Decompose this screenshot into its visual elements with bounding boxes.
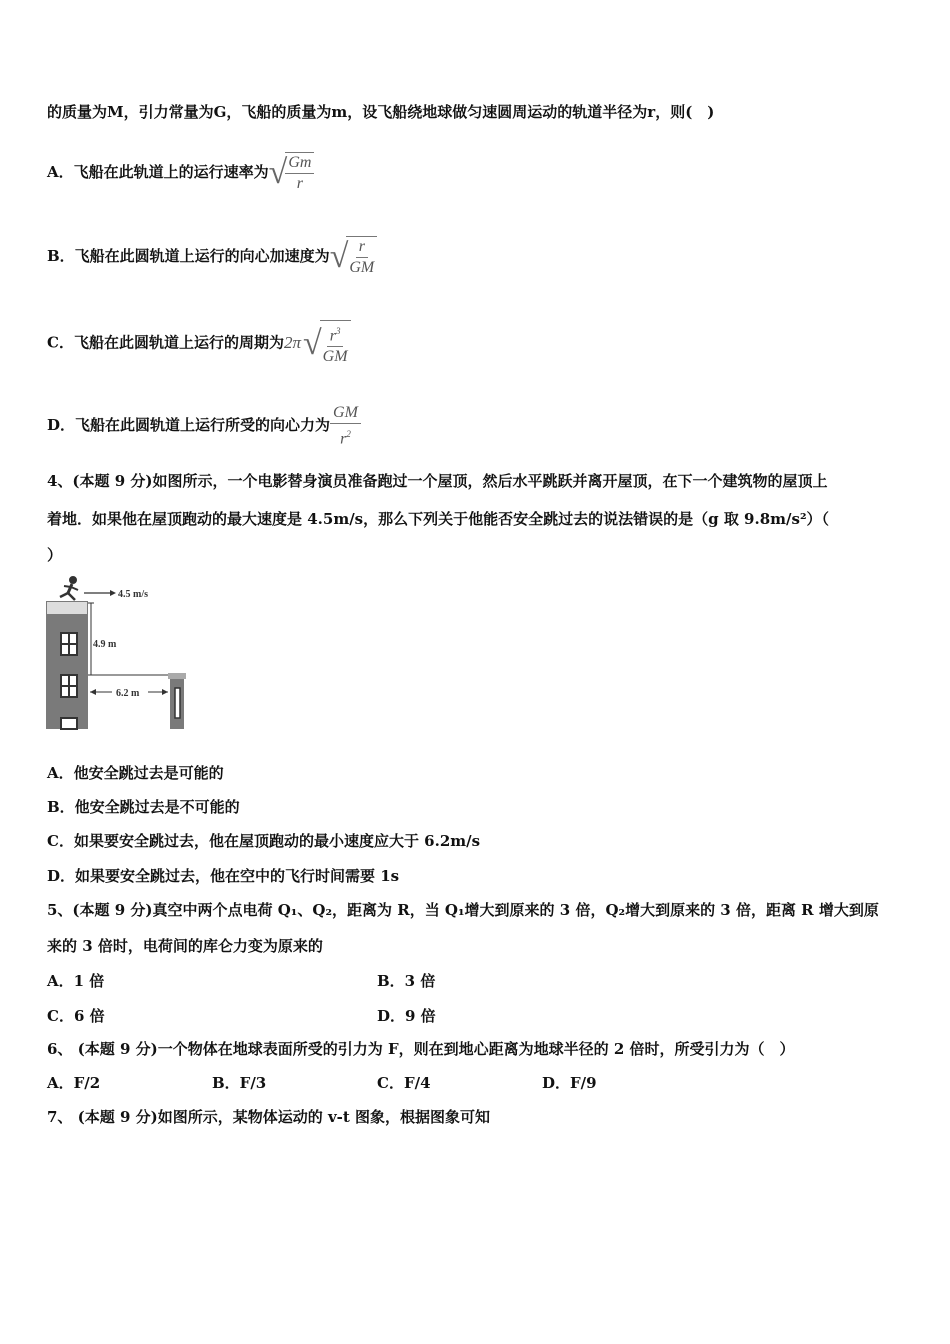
q6-option-d[interactable]: D．F/9 [542, 1074, 597, 1092]
fraction-denominator: GM [322, 348, 348, 366]
q3-option-a[interactable] [47, 152, 314, 194]
q4-stem-line1: 4、(本题 9 分)如图所示，一个电影替身演员准备跑过一个屋顶，然后水平跳跃并离开屋顶，在下一个建筑物的屋顶上 [47, 472, 828, 490]
sqrt-expression: √ $\frac{r}{GM}$ [330, 236, 378, 278]
q4-option-c[interactable]: C．如果要安全跳过去，他在屋顶跑动的最小速度应大于 6.2m/s [47, 832, 481, 850]
q6-option-b[interactable]: B．F/3 [212, 1074, 267, 1092]
q3-option-d[interactable] [47, 403, 361, 449]
fraction-denominator: GM [349, 259, 375, 276]
tall-building [46, 601, 88, 729]
q3-stem: 的质量为M，引力常量为G，飞船的质量为m，设飞船绕地球做匀速圆周运动的轨道半径为r，则( ) [47, 103, 715, 121]
height-label: 4.9 m [93, 639, 117, 650]
q5-option-d[interactable]: D．9 倍 [377, 1007, 436, 1025]
distance-label: 6.2 m [116, 688, 140, 699]
fraction-expression [330, 403, 361, 449]
exponent: 2 [346, 429, 351, 439]
q3-option-d-label: D．飞船在此圆轨道上运行所受的向心力为 [47, 416, 331, 435]
q4-option-b[interactable]: B．他安全跳过去是不可能的 [47, 798, 240, 816]
q6-option-c[interactable]: C．F/4 [377, 1074, 431, 1092]
q3-option-b[interactable] [47, 236, 377, 278]
q5-option-b[interactable]: B．3 倍 [377, 972, 436, 990]
fraction-denominator: r [296, 175, 303, 192]
q4-stem-line2: 着地．如果他在屋顶跑动的最大速度是 4.5m/s，那么下列关于他能否安全跳过去的说法错误的是（g 取 9.8m/s²）（ [47, 510, 830, 528]
building-jump-figure [46, 575, 196, 735]
q4-option-d[interactable]: D．如果要安全跳过去，他在空中的飞行时间需要 1s [47, 867, 400, 885]
fraction-numerator: r [356, 237, 368, 258]
q5-stem-line2: 来的 3 倍时，电荷间的库仑力变为原来的 [47, 937, 323, 955]
q4-stem-line3: ） [47, 546, 63, 564]
q6-stem: 6、 (本题 9 分)一个物体在地球表面所受的引力为 F，则在到地心距离为地球半径的 2 倍时，所受引力为（ ） [47, 1040, 795, 1058]
fraction-numerator: r [329, 327, 336, 345]
runner-figure [60, 577, 78, 601]
q5-option-c[interactable]: C．6 倍 [47, 1007, 105, 1025]
q3-option-c-label: C．飞船在此圆轨道上运行的周期为 [47, 333, 284, 352]
q3-option-c[interactable] [47, 320, 351, 367]
exponent: 3 [335, 326, 341, 336]
fraction-numerator: GM [330, 403, 361, 424]
q6-option-a[interactable]: A．F/2 [47, 1074, 101, 1092]
fraction-denominator: r [340, 430, 347, 448]
q4-option-a[interactable]: A．他安全跳过去是可能的 [47, 764, 224, 782]
speed-label: 4.5 m/s [118, 589, 148, 600]
q5-stem-line1: 5、(本题 9 分)真空中两个点电荷 Q₁、Q₂，距离为 R，当 Q₁增大到原来的 3 倍，Q₂增大到原来的 3 倍，距离 R 增大到原 [47, 901, 879, 919]
q3-option-a-label: A．飞船在此轨道上的运行速率为 [47, 163, 269, 181]
sqrt-expression: √ $\frac{Gm}{r}$ [269, 152, 315, 194]
fraction-numerator: Gm [285, 153, 314, 174]
sqrt-expression: √ $\frac{r^3}{GM}$ [303, 320, 351, 367]
q3-option-b-label: B．飞船在此圆轨道上运行的向心加速度为 [47, 247, 330, 265]
q5-option-a[interactable]: A．1 倍 [47, 972, 105, 990]
q7-stem: 7、 (本题 9 分)如图所示，某物体运动的 v-t 图象，根据图象可知 [47, 1108, 491, 1126]
arrow-head-icon [110, 590, 116, 596]
two-pi-prefix: 2π [283, 332, 301, 352]
